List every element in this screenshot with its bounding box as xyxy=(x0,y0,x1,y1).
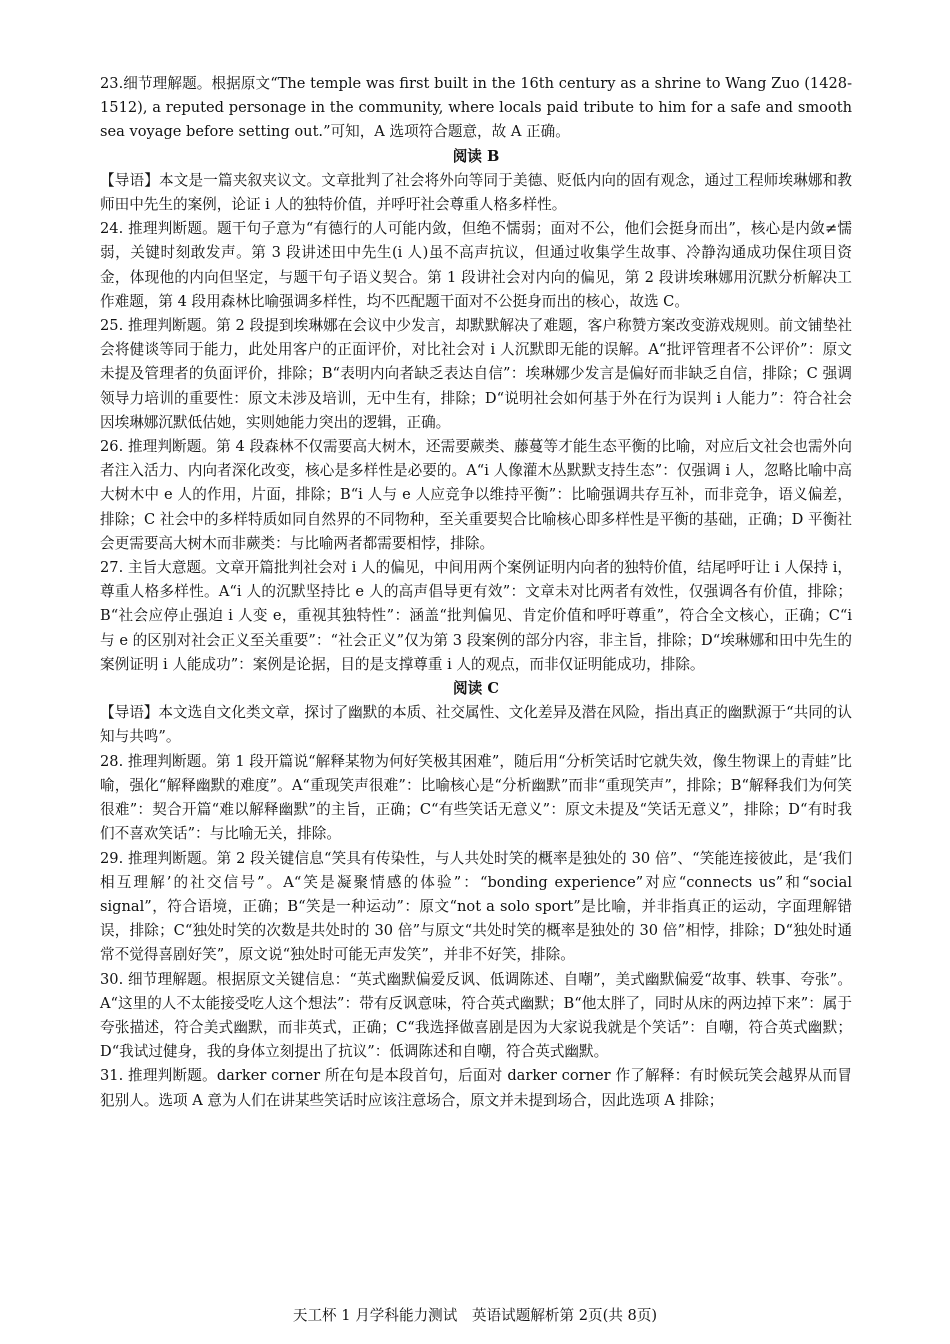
intro-reading-c: 【导语】本文选自文化类文章，探讨了幽默的本质、社交属性、文化差异及潜在风险，指出真正的幽默源于“共同的认知与共鸣”。 xyxy=(100,704,852,746)
intro-reading-b: 【导语】本文是一篇夹叙夹议文。文章批判了社会将外向等同于美德、贬低内向的固有观念，通过工程师埃琳娜和教师田中先生的案例，论证 i 人的独特价值，并呼吁社会尊重人格多样性。 xyxy=(100,171,852,214)
section-heading-reading-c: 阅读 C xyxy=(453,680,499,698)
answer-24: 24. 推理判断题。题干句子意为“有德行的人可能内敛，但绝不懦弱；面对不公，他们会挺身而出”，核心是内敛≠懦弱，关键时刻敢发声。第 3 段讲述田中先生(i 人)虽不高声抗议，但通过收集学生故事、冷静沟通成功保住项目资金，体现他的内向但坚定，与题干句子语义契合。第 1 段讲社会对内向的偏见，第 2 段讲埃琳娜用沉默分析解决工作难题，第 4 段用森林比喻强调多样性，均不匹配题干面对不公挺身而出的核心，故选 C。 xyxy=(100,220,852,310)
answer-28: 28. 推理判断题。第 1 段开篇说“解释某物为何好笑极其困难”，随后用“分析笑话时它就失效，像生物课上的青蛙”比喻，强化“解释幽默的难度”。A“重现笑声很难”：比喻核心是“分析幽默”而非“重现笑声”，排除；B“解释我们为何笑很难”：契合开篇“难以解释幽默”的主旨，正确；C“有些笑话无意义”：原文未提及“笑话无意义”，排除；D“有时我们不喜欢笑话”：与比喻无关，排除。 xyxy=(100,752,852,843)
answer-30: 30. 细节理解题。根据原文关键信息：“英式幽默偏爱反讽、低调陈述、自嘲”，美式幽默偏爱“故事、轶事、夸张”。A“这里的人不太能接受吃人这个想法”：带有反讽意味，符合英式幽默；B“他太胖了，同时从床的两边掉下来”：属于夸张描述，符合美式幽默，而非英式，正确；C“我选择做喜剧是因为大家说我就是个笑话”：自嘲，符合英式幽默；D“我试过健身，我的身体立刻提出了抗议”：低调陈述和自嘲，符合英式幽默。 xyxy=(100,970,852,1061)
answer-25: 25. 推理判断题。第 2 段提到埃琳娜在会议中少发言，却默默解决了难题，客户称赞方案改变游戏规则。前文铺垫社会将健谈等同于能力，此处用客户的正面评价，对比社会对 i 人沉默即无能的误解。A“批评管理者不公评价”：原文未提及管理者的负面评价，排除；B“表明内向者缺乏表达自信”：埃琳娜少发言是偏好而非缺乏自信，排除；C 强调领导力培训的重要性：原文未涉及培训，无中生有，排除；D“说明社会如何基于外在行为误判 i 人能力”：符合社会因埃琳娜沉默低估她，实则她能力突出的逻辑，正确。 xyxy=(100,317,852,431)
page-footer: 天工杯 1 月学科能力测试 英语试题解析第 2页(共 8页) xyxy=(292,1307,658,1324)
answer-23: 23.细节理解题。根据原文“The temple was first built in the 16th century as a shrine to Wang Zuo (1428-1512), a reputed personage in the community, where locals paid tribute to him for a safe and smooth sea voyage before setting out.”可知，A 选项符合题意，故 A 正确。 xyxy=(100,75,852,141)
answer-26: 26. 推理判断题。第 4 段森林不仅需要高大树木，还需要蕨类、藤蔓等才能生态平衡的比喻，对应后文社会也需外向者注入活力、内向者深化改变，核心是多样性是必要的。A“i 人像灌木丛默默支持生态”：仅强调 i 人，忽略比喻中高大树木中 e 人的作用，片面，排除；B“i 人与 e 人应竞争以维持平衡”：比喻强调共存互补，而非竞争，语义偏差，排除；C 社会中的多样特质如同自然界的不同物种，至关重要契合比喻核心即多样性是平衡的基础，正确；D 平衡社会更需要高大树木而非蕨类：与比喻两者都需要相悖，排除。 xyxy=(100,438,852,552)
answer-29: 29. 推理判断题。第 2 段关键信息“笑具有传染性，与人共处时笑的概率是独处的 30 倍”、“笑能连接彼此，是‘我们相互理解’的社交信号”。A“笑是凝聚情感的体验”：“bonding experience”对应“connects us”和“social signal”，符合语境，正确；B“笑是一种运动”：原文“not a solo sport”是比喻，并非指真正的运动，字面理解错误，排除；C“独处时笑的次数是共处时的 30 倍”与原文“共处时笑的概率是独处的 30 倍”相悖，排除；D“独处时通常不觉得喜剧好笑”，原文说“独处时可能无声发笑”，并非不好笑，排除。 xyxy=(100,849,852,964)
answer-27: 27. 主旨大意题。文章开篇批判社会对 i 人的偏见，中间用两个案例证明内向者的独特价值，结尾呼吁让 i 人保持 i，尊重人格多样性。A“i 人的沉默坚持比 e 人的高声倡导更有效”：文章未对比两者有效性，仅强调各有价值，排除；B“社会应停止强迫 i 人变 e，重视其独特性”：涵盖“批判偏见、肯定价值和呼吁尊重”，符合全文核心，正确；C“i 与 e 的区别对社会正义至关重要”：“社会正义”仅为第 3 段案例的部分内容，非主旨，排除；D“埃琳娜和田中先生的案例证明 i 人能成功”：案例是论据，目的是支撑尊重 i 人的观点，而非仅证明能成功，排除。 xyxy=(100,559,852,673)
answer-31: 31. 推理判断题。darker corner 所在句是本段首句，后面对 darker corner 作了解释：有时候玩笑会越界从而冒犯别人。选项 A 意为人们在讲某些笑话时应该注意场合，原文并未提到场合，因此选项 A 排除； xyxy=(100,1067,852,1109)
document-body xyxy=(100,72,852,1113)
section-heading-reading-b: 阅读 B xyxy=(452,147,500,165)
